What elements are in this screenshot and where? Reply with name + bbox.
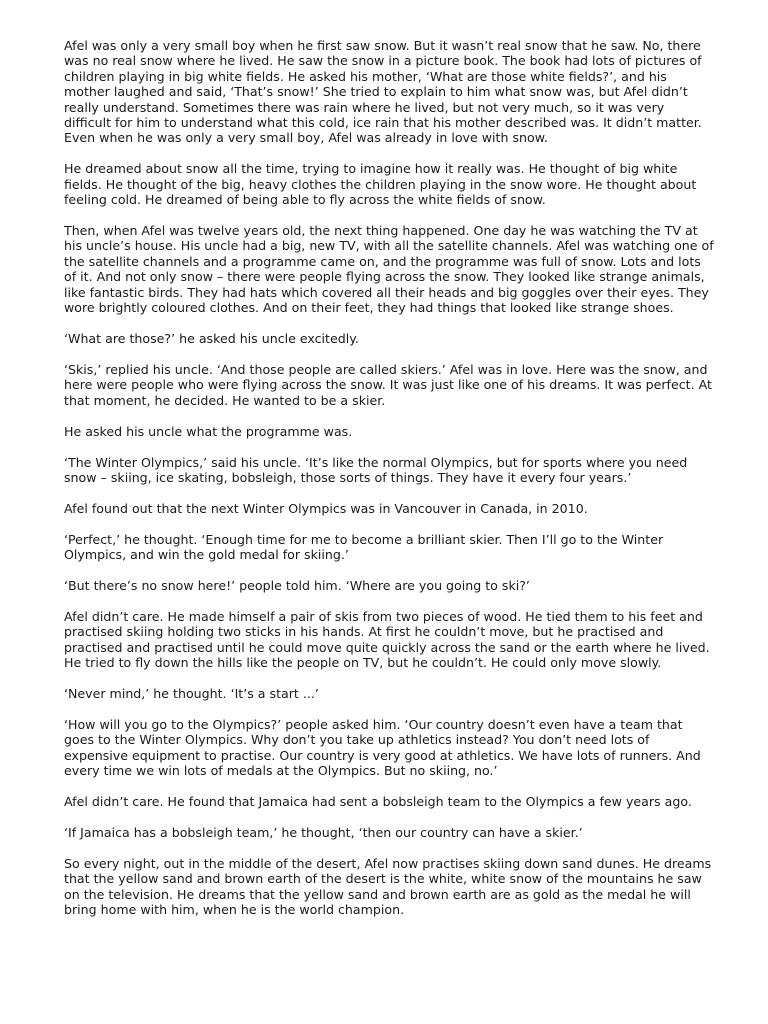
paragraph-9: ‘Perfect,’ he thought. ‘Enough time for me to become a brilliant skier. Then I’ll go to the Winter Olympics, and win the gold medal for skiing.’ xyxy=(64,531,664,563)
paragraph-1: Afel was only a very small boy when he first saw snow. But it wasn’t real snow that he saw. No, there was no real snow where he lived. He saw the snow in a picture book. The book had lots of pictures of children playing in big white fields. He asked his mother, ‘What are those white fields?’, and his mother laughed and said, ‘That’s snow!’ She tried to explain to him what snow was, but Afel didn’t really understand. Sometimes there was rain where he lived, but not very much, so it was very difficult for him to understand what this cold, ice rain that his mother described was. It didn’t matter. Even when he was only a very small boy, Afel was already in love with snow. xyxy=(64,38,702,146)
paragraph-5: ‘Skis,’ replied his uncle. ‘And those people are called skiers.’ Afel was in love. Here was the snow, and here were people who were flying across the snow. It was just like one of his dreams. It was perfect. At that moment, he decided. He wanted to be a skier. xyxy=(64,361,712,408)
paragraph-16: So every night, out in the middle of the desert, Afel now practises skiing down sand dunes. He dreams that the yellow sand and brown earth of the desert is the white, white snow of the mountains he saw on the television. He dreams that the yellow sand and brown earth are as gold as the medal he will bring home with him, when he is the world champion. xyxy=(64,855,712,918)
paragraph-6: He asked his uncle what the programme was. xyxy=(64,423,353,439)
paragraph-7: ‘The Winter Olympics,’ said his uncle. ‘It’s like the normal Olympics, but for sports where you need snow – skiing, ice skating, bobsleigh, those sorts of things. They have it every four years.’ xyxy=(64,454,688,485)
paragraph-13: ‘How will you go to the Olympics?’ people asked him. ‘Our country doesn’t even have a team that goes to the Winter Olympics. Why don’t you take up athletics instead? You don’t need lots of expensive equipment to practise. Our country is very good at athletics. We have lots of runners. And every time we win lots of medals at the Olympics. But no skiing, no.’ xyxy=(64,717,701,779)
paragraph-8: Afel found out that the next Winter Olympics was in Vancouver in Canada, in 2010. xyxy=(64,500,588,516)
paragraph-11: Afel didn’t care. He made himself a pair of skis from two pieces of wood. He tied them to his feet and practised skiing holding two sticks in his hands. At first he couldn’t move, but he practised and practised and practised until he could move quite quickly across the sand or the earth where he lived. He tried to fly down the hills like the people on TV, but he couldn’t. He could only move slowly. xyxy=(64,608,710,671)
paragraph-14: Afel didn’t care. He found that Jamaica had sent a bobsleigh team to the Olympics a few years ago. xyxy=(64,794,692,810)
paragraph-2: He dreamed about snow all the time, trying to imagine how it really was. He thought of big white fields. He thought of the big, heavy clothes the children playing in the snow wore. He thought about feeling cold. He dreamed of being able to fly across the white fields of snow. xyxy=(64,161,697,208)
document-page xyxy=(64,38,714,918)
paragraph-15: ‘If Jamaica has a bobsleigh team,’ he thought, ‘then our country can have a skier.’ xyxy=(64,825,583,841)
paragraph-3: Then, when Afel was twelve years old, the next thing happened. One day he was watching the TV at his uncle’s house. His uncle had a big, new TV, with all the satellite channels. Afel was watching one of the satellite channels and a programme came on, and the programme was full of snow. Lots and lots of it. And not only snow – there were people flying across the snow. They looked like strange animals, like fantastic birds. They had hats which covered all their heads and big goggles over their eyes. They wore brightly coloured clothes. And on their feet, they had things that looked like strange shoes. xyxy=(64,223,714,316)
paragraph-10: ‘But there’s no snow here!’ people told him. ‘Where are you going to ski?’ xyxy=(64,578,530,594)
paragraph-12: ‘Never mind,’ he thought. ‘It’s a start ...’ xyxy=(64,686,319,702)
paragraph-4: ‘What are those?’ he asked his uncle excitedly. xyxy=(64,331,359,346)
